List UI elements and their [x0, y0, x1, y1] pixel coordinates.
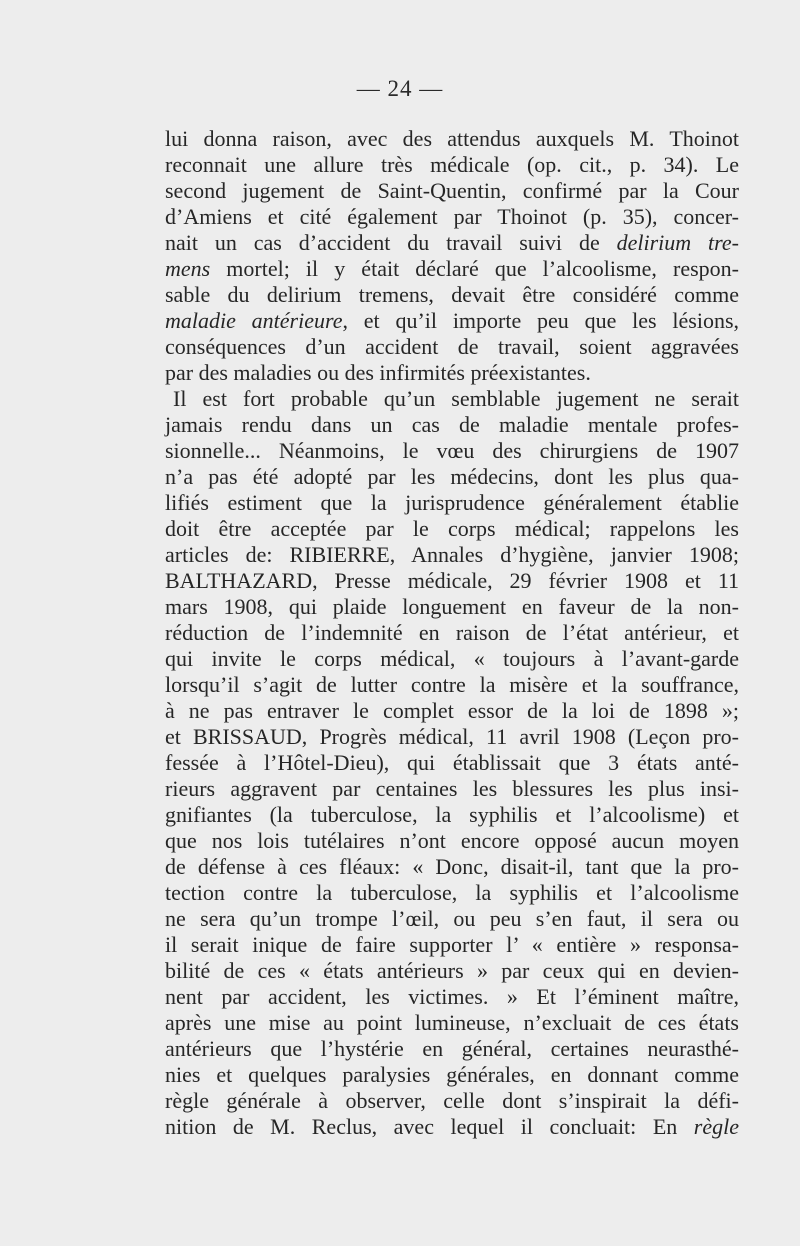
- text-span: d’Amiens et cité également par Thoinot (p. 35), concer-: [165, 204, 739, 229]
- text-line: [165, 464, 739, 490]
- text-span: qui invite le corps médical, « toujours à l’avant-garde: [165, 646, 739, 671]
- text-span: lui donna raison, avec des attendus auxquels M. Thoinot: [165, 126, 739, 151]
- text-line: [165, 802, 739, 828]
- italic-text: delirium tre-: [616, 230, 740, 255]
- text-span: réduction de l’indemnité en raison de l’état antérieur, et: [165, 620, 739, 645]
- text-line: [165, 1088, 739, 1114]
- text-span: il serait inique de faire supporter l’ « entière » responsa-: [165, 932, 739, 957]
- text-line: [165, 230, 739, 256]
- text-span: fessée à l’Hôtel-Dieu), qui établissait que 3 états anté-: [165, 750, 739, 775]
- text-line: [165, 1010, 739, 1036]
- text-line: [165, 750, 739, 776]
- text-span: nies et quelques paralysies générales, en donnant comme: [165, 1062, 739, 1087]
- text-line: [165, 334, 739, 360]
- text-span: ne sera qu’un trompe l’œil, ou peu s’en faut, il sera ou: [165, 906, 739, 931]
- text-span: de défense à ces fléaux: « Donc, disait-il, tant que la pro-: [165, 854, 739, 879]
- text-line: [165, 438, 739, 464]
- text-span: par des maladies ou des infirmités préexistantes.: [165, 360, 591, 385]
- text-span: reconnait une allure très médicale (op. cit., p. 34). Le: [165, 152, 739, 177]
- text-span: antérieurs que l’hystérie en général, certaines neurasthé-: [165, 1036, 739, 1061]
- text-line: [165, 256, 739, 282]
- italic-text: règle: [693, 1114, 739, 1139]
- text-span: à ne pas entraver le complet essor de la loi de 1898 »;: [165, 698, 739, 723]
- text-span: règle générale à observer, celle dont s’inspirait la défi-: [165, 1088, 739, 1113]
- text-span: gnifiantes (la tuberculose, la syphilis et l’alcoolisme) et: [165, 802, 739, 827]
- text-span: n’a pas été adopté par les médecins, dont les plus qua-: [165, 464, 739, 489]
- italic-text: mens: [165, 256, 211, 281]
- text-line: [165, 152, 739, 178]
- text-span: BALTHAZARD, Presse médicale, 29 février 1908 et 11: [165, 568, 739, 593]
- text-line: [165, 828, 739, 854]
- body-text: [165, 126, 739, 1140]
- text-line: [165, 386, 739, 412]
- text-line: [165, 932, 739, 958]
- text-line: [165, 126, 739, 152]
- text-span: second jugement de Saint-Quentin, confirmé par la Cour: [165, 178, 739, 203]
- text-line: [165, 542, 739, 568]
- text-span: et BRISSAUD, Progrès médical, 11 avril 1908 (Leçon pro-: [165, 724, 739, 749]
- text-span: mars 1908, qui plaide longuement en faveur de la non-: [165, 594, 739, 619]
- text-line: [165, 672, 739, 698]
- text-span: lorsqu’il s’agit de lutter contre la misère et la souffrance,: [165, 672, 739, 697]
- text-line: [165, 724, 739, 750]
- text-span: bilité de ces « états antérieurs » par ceux qui en devien-: [165, 958, 739, 983]
- text-span: mortel; il y était déclaré que l’alcoolisme, respon-: [210, 256, 739, 281]
- text-line: [165, 880, 739, 906]
- text-line: [165, 1062, 739, 1088]
- text-span: Il est fort probable qu’un semblable jugement ne serait: [173, 386, 739, 411]
- text-span: après une mise au point lumineuse, n’excluait de ces états: [165, 1010, 739, 1035]
- text-span: que nos lois tutélaires n’ont encore opposé aucun moyen: [165, 828, 739, 853]
- text-span: tection contre la tuberculose, la syphilis et l’alcoolisme: [165, 880, 739, 905]
- text-span: nent par accident, les victimes. » Et l’éminent maître,: [165, 984, 739, 1009]
- text-span: doit être acceptée par le corps médical; rappelons les: [165, 516, 739, 541]
- text-span: lifiés estiment que la jurisprudence généralement établie: [165, 490, 739, 515]
- text-line: [165, 308, 739, 334]
- text-line: [165, 568, 739, 594]
- text-span: sable du delirium tremens, devait être considéré comme: [165, 282, 739, 307]
- text-line: [165, 412, 739, 438]
- text-line: [165, 854, 739, 880]
- text-line: [165, 516, 739, 542]
- text-line: [165, 490, 739, 516]
- text-span: , et qu’il importe peu que les lésions,: [342, 308, 739, 333]
- text-line: [165, 646, 739, 672]
- text-line: [165, 282, 739, 308]
- text-line: [165, 360, 739, 386]
- text-line: [165, 958, 739, 984]
- text-span: articles de: RIBIERRE, Annales d’hygiène, janvier 1908;: [165, 542, 739, 567]
- text-line: [165, 620, 739, 646]
- text-span: conséquences d’un accident de travail, soient aggravées: [165, 334, 739, 359]
- italic-text: maladie antérieure: [165, 308, 343, 333]
- text-span: jamais rendu dans un cas de maladie mentale profes-: [165, 412, 739, 437]
- text-line: [165, 178, 739, 204]
- page-number: — 24 —: [356, 76, 444, 101]
- text-line: [165, 776, 739, 802]
- text-span: nition de M. Reclus, avec lequel il concluait: En: [165, 1114, 694, 1139]
- text-line: [165, 984, 739, 1010]
- text-line: [165, 1114, 739, 1140]
- text-line: [165, 906, 739, 932]
- text-line: [165, 594, 739, 620]
- text-span: rieurs aggravent par centaines les blessures les plus insi-: [165, 776, 739, 801]
- text-span: sionnelle... Néanmoins, le vœu des chirurgiens de 1907: [165, 438, 739, 463]
- text-line: [165, 698, 739, 724]
- text-line: [165, 1036, 739, 1062]
- text-span: nait un cas d’accident du travail suivi de: [165, 230, 617, 255]
- text-line: [165, 204, 739, 230]
